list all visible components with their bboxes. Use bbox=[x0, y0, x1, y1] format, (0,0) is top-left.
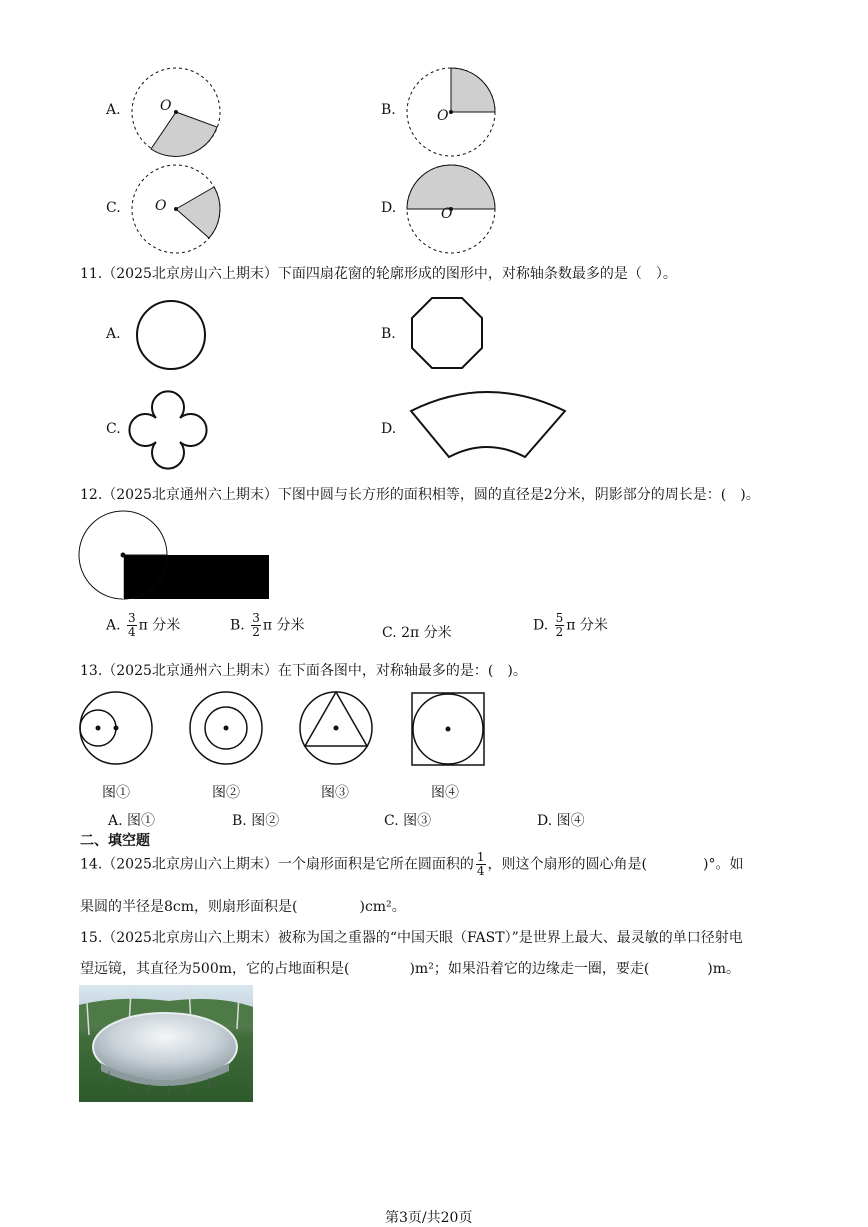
q14-line2-part2: )cm²。 bbox=[359, 899, 406, 915]
q13-option-a-value: 图① bbox=[127, 813, 156, 829]
q12-option-c bbox=[382, 622, 452, 642]
q13-figure-4-caption: 图④ bbox=[431, 785, 459, 801]
q13-option-c bbox=[384, 810, 431, 830]
q10-option-c-label: C. bbox=[106, 200, 121, 216]
q12-option-a bbox=[106, 612, 180, 639]
q13-option-c-value: 图③ bbox=[403, 813, 432, 829]
q11-text: 11.（2025北京房山六上期末）下面四扇花窗的轮廓形成的图形中，对称轴条数最多的是（ ）。 bbox=[80, 266, 677, 282]
q13-figure-2 bbox=[189, 691, 263, 765]
q15-line-2 bbox=[80, 958, 740, 978]
q12-option-c-letter: C. bbox=[382, 625, 397, 641]
q12-circle-rectangle-figure bbox=[78, 510, 272, 602]
q12-option-d-unit: π 分米 bbox=[566, 617, 608, 634]
q11-option-a-label: A. bbox=[106, 326, 121, 342]
q13-option-d-letter: D. bbox=[537, 813, 553, 829]
q10-a-center: O bbox=[160, 98, 172, 114]
q12-text: 12.（2025北京通州六上期末）下图中圆与长方形的面积相等，圆的直径是2分米，阴影部分的周长是：( )。 bbox=[80, 487, 760, 503]
q15-line2-part2: )m²；如果沿着它的边缘走一圈，要走( bbox=[409, 961, 650, 977]
q13-figure-1-caption: 图① bbox=[102, 785, 130, 801]
page-number: 第3页/共20页 bbox=[385, 1210, 473, 1226]
q13-option-b-letter: B. bbox=[232, 813, 247, 829]
q14-line-2 bbox=[80, 896, 406, 916]
q12-option-a-unit: π 分米 bbox=[138, 617, 181, 634]
q12-option-a-fraction: $\frac{3}{4}$ bbox=[128, 611, 136, 639]
q12-option-c-value: 2π 分米 bbox=[401, 625, 452, 641]
q14-line-1 bbox=[80, 851, 743, 878]
q11-option-b-label: B. bbox=[381, 326, 396, 342]
section-title: 二、填空题 bbox=[80, 833, 150, 849]
q12-option-d-fraction: $\frac{5}{2}$ bbox=[555, 611, 564, 639]
q10-option-c-figure bbox=[130, 163, 222, 255]
q12-option-a-letter: A. bbox=[106, 617, 121, 634]
q12-option-b-fraction: $\frac{3}{2}$ bbox=[252, 611, 260, 639]
q13-text: 13.（2025北京通州六上期末）在下面各图中，对称轴最多的是：( )。 bbox=[80, 663, 527, 679]
q13-option-a-letter: A. bbox=[108, 813, 123, 829]
q10-option-a-label: A. bbox=[106, 102, 121, 118]
q10-c-center: O bbox=[155, 198, 167, 214]
q13-figure-2-caption: 图② bbox=[212, 785, 240, 801]
q10-option-a-figure bbox=[130, 66, 222, 158]
q12-option-b-letter: B. bbox=[230, 617, 245, 634]
q14-text-part3: )°。如 bbox=[703, 856, 744, 873]
q13-option-d-value: 图④ bbox=[556, 813, 585, 829]
q12-option-d bbox=[533, 612, 608, 639]
q14-fraction: $\frac{1}{4}$ bbox=[476, 850, 485, 878]
q15-line-1: 15.（2025北京房山六上期末）被称为国之重器的“中国天眼（FAST）”是世界上最大、最灵敏的单口径射电 bbox=[80, 930, 743, 946]
q12-option-b bbox=[230, 612, 305, 639]
fast-telescope-photo bbox=[79, 985, 253, 1102]
q11-option-c-label: C. bbox=[106, 421, 121, 437]
q14-text-part1: 14.（2025北京房山六上期末）一个扇形面积是它所在圆面积的 bbox=[80, 856, 474, 873]
q13-option-c-letter: C. bbox=[384, 813, 399, 829]
q10-option-b-figure bbox=[405, 66, 497, 158]
q13-figure-3 bbox=[299, 691, 373, 765]
q11-circle-figure bbox=[135, 299, 207, 371]
q13-option-b-value: 图② bbox=[251, 813, 280, 829]
q10-option-b-label: B. bbox=[381, 102, 396, 118]
q13-option-d bbox=[537, 810, 585, 830]
q11-quatrefoil-figure bbox=[130, 392, 206, 468]
q15-line2-part3: )m。 bbox=[707, 961, 741, 977]
q13-figure-3-caption: 图③ bbox=[321, 785, 349, 801]
q10-d-center: O bbox=[441, 206, 453, 222]
q10-option-d-label: D. bbox=[381, 200, 397, 216]
q13-option-a bbox=[108, 810, 155, 830]
q15-line2-part1: 望远镜，其直径为500m，它的占地面积是( bbox=[80, 961, 350, 977]
q12-option-d-letter: D. bbox=[533, 617, 549, 634]
q12-option-b-unit: π 分米 bbox=[262, 617, 305, 634]
q11-fan-figure bbox=[409, 387, 569, 463]
q11-octagon-figure bbox=[410, 296, 484, 370]
q13-figure-1 bbox=[79, 691, 153, 765]
q11-option-d-label: D. bbox=[381, 421, 397, 437]
q13-option-b bbox=[232, 810, 279, 830]
q14-line2-part1: 果圆的半径是8cm，则扇形面积是( bbox=[80, 899, 298, 915]
q14-text-part2: ，则这个扇形的圆心角是( bbox=[487, 856, 648, 873]
q13-figure-4 bbox=[411, 692, 485, 766]
q10-b-center: O bbox=[437, 108, 449, 124]
